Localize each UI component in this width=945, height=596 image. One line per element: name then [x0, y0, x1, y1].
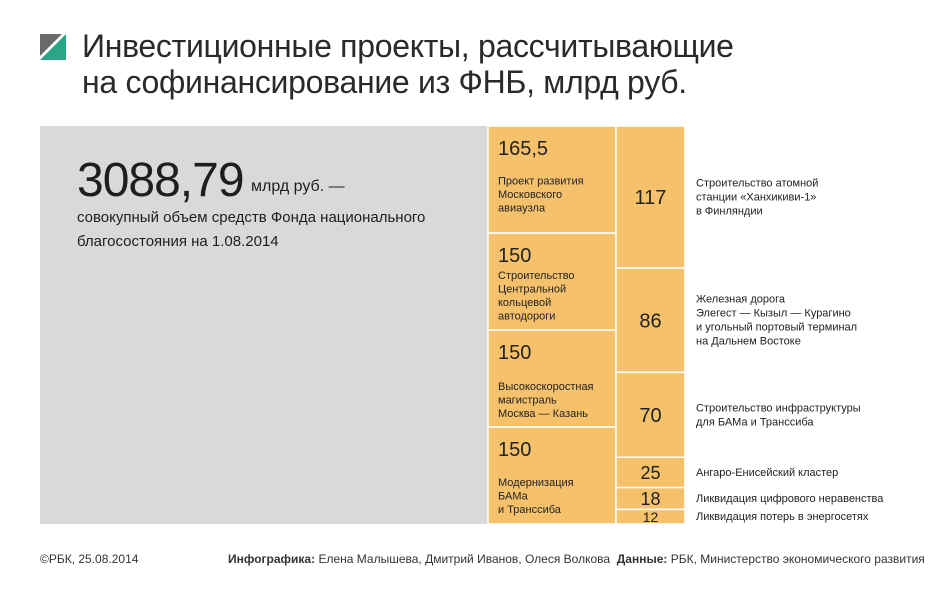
project-name-b-2-line-4: на Дальнем Востоке: [696, 335, 801, 348]
project-value-b-1: 117: [634, 187, 667, 210]
project-value-a-1: 165,5: [498, 138, 549, 160]
total-description-line-2: благосостояния на 1.08.2014: [77, 233, 279, 250]
project-value-b-4: 25: [640, 462, 661, 483]
project-value-b-3: 70: [639, 404, 662, 427]
project-name-b-3-line-1: Строительство инфраструктуры: [696, 402, 861, 415]
project-value-b-2: 86: [639, 310, 662, 333]
project-name-a-1-line-1: Проект развития: [498, 175, 584, 188]
project-name-b-2-line-3: и угольный портовый терминал: [696, 321, 858, 334]
footer-infographic-authors: Елена Малышева, Дмитрий Иванов, Олеся Волкова: [318, 552, 611, 566]
project-value-b-5: 18: [640, 488, 661, 509]
project-name-a-4-line-2: БАМа: [498, 490, 528, 503]
footer-data-label: Данные:: [616, 552, 668, 566]
project-name-b-6-line-1: Ликвидация потерь в энергосетях: [696, 511, 869, 524]
project-value-a-2: 150: [498, 245, 532, 268]
project-name-b-1-line-2: станции «Ханхикиви-1»: [696, 191, 817, 204]
footer-data-sources: РБК, Министерство экономического развития: [670, 552, 925, 566]
project-name-a-2-line-2: Центральной: [498, 283, 567, 296]
title-line-1: Инвестиционные проекты, рассчитывающие: [82, 28, 734, 64]
project-name-a-2-line-1: Строительство: [498, 270, 575, 283]
total-unit: млрд руб. —: [251, 178, 345, 195]
footer-credits: [228, 552, 925, 566]
project-name-a-4-line-3: и Транссиба: [498, 504, 561, 517]
footer-infographic-label: Инфографика:: [228, 552, 316, 566]
project-name-b-3-line-2: для БАМа и Транссиба: [696, 416, 814, 429]
footer-copyright: ©РБК, 25.08.2014: [40, 552, 139, 566]
project-name-a-2-line-4: автодороги: [498, 310, 556, 323]
project-name-a-3-line-2: магистраль: [498, 394, 557, 407]
project-name-b-2-line-1: Железная дорога: [696, 293, 785, 306]
project-name-a-3-line-1: Высокоскоростная: [498, 381, 594, 394]
project-value-a-4: 150: [498, 439, 532, 462]
project-name-a-2-line-3: кольцевой: [498, 297, 552, 310]
total-value: 3088,79: [77, 154, 244, 207]
project-name-b-5-line-1: Ликвидация цифрового неравенства: [696, 493, 884, 506]
project-name-a-3-line-3: Москва — Казань: [498, 408, 589, 421]
project-name-b-4-line-1: Ангаро-Енисейский кластер: [696, 466, 839, 479]
project-name-b-2-line-2: Элегест — Кызыл — Курагино: [696, 307, 851, 320]
title-line-2: на софинансирование из ФНБ, млрд руб.: [82, 64, 687, 100]
total-description-line-1: совокупный объем средств Фонда национального: [77, 209, 426, 226]
project-name-a-4-line-1: Модернизация: [498, 477, 574, 490]
project-name-b-1-line-3: в Финляндии: [696, 205, 763, 218]
project-value-b-6: 12: [642, 508, 659, 525]
footer: [40, 552, 138, 566]
project-name-b-1-line-1: Строительство атомной: [696, 177, 819, 190]
project-name-a-1-line-2: Московского: [498, 189, 563, 202]
project-name-a-1-line-3: авиаузла: [498, 202, 546, 215]
project-value-a-3: 150: [498, 342, 532, 365]
